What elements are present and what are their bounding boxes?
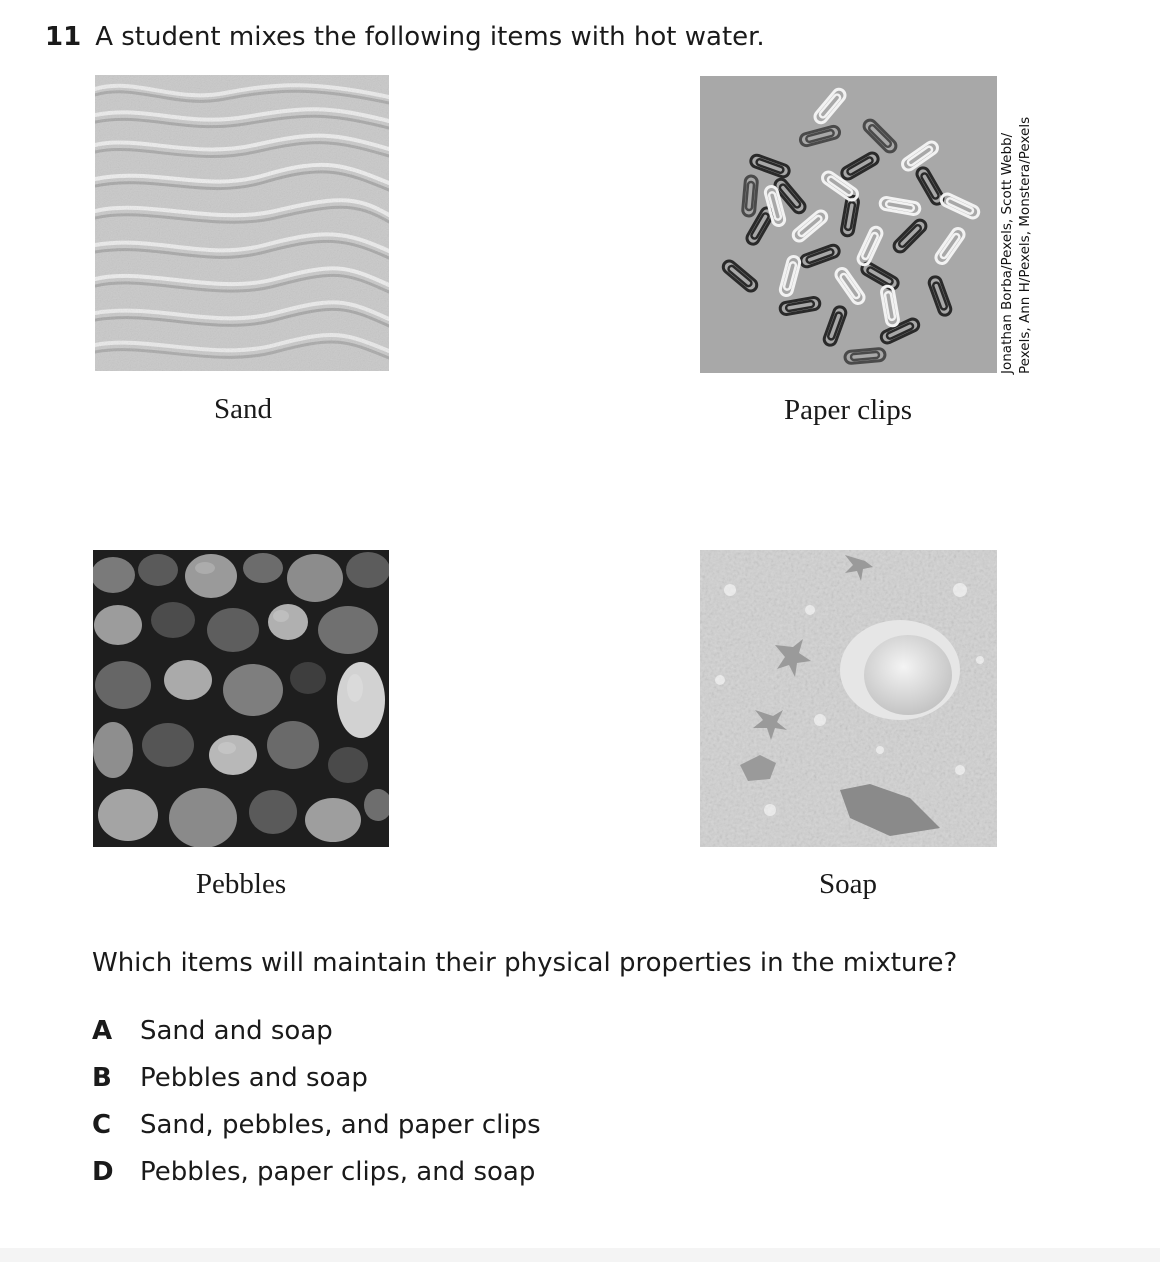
soap-image <box>700 550 997 847</box>
choice-text: Pebbles, paper clips, and soap <box>140 1156 536 1187</box>
paper-clips-image <box>700 76 997 373</box>
choice-text: Sand, pebbles, and paper clips <box>140 1109 541 1140</box>
choice-letter: D <box>92 1156 114 1187</box>
bottom-strip <box>0 1248 1160 1262</box>
photo-credit-line-2: Pexels, Ann H/Pexels, Monstera/Pexels <box>1017 116 1033 374</box>
question-stem: Which items will maintain their physical properties in the mixture? <box>92 948 958 978</box>
sand-image <box>95 75 389 371</box>
soap-caption: Soap <box>819 868 877 900</box>
question-header <box>45 20 765 54</box>
choice-letter: A <box>92 1015 113 1046</box>
question-prompt: A student mixes the following items with hot water. <box>95 22 765 52</box>
answer-choices <box>92 1007 541 1195</box>
question-number: 11 <box>45 22 82 52</box>
photo-credit <box>998 74 1034 374</box>
pebbles-caption: Pebbles <box>195 868 287 900</box>
paper-clips-caption: Paper clips <box>783 394 913 426</box>
choice-b[interactable] <box>92 1054 541 1101</box>
sand-caption: Sand <box>214 393 272 425</box>
choice-c[interactable] <box>92 1101 541 1148</box>
choice-letter: B <box>92 1062 112 1093</box>
choice-text: Sand and soap <box>140 1015 333 1046</box>
choice-letter: C <box>92 1109 112 1140</box>
photo-credit-line-1: Jonathan Borba/Pexels, Scott Webb/ <box>999 132 1015 374</box>
choice-a[interactable] <box>92 1007 541 1054</box>
choice-d[interactable] <box>92 1148 541 1195</box>
choice-text: Pebbles and soap <box>140 1062 368 1093</box>
pebbles-image <box>93 550 389 847</box>
